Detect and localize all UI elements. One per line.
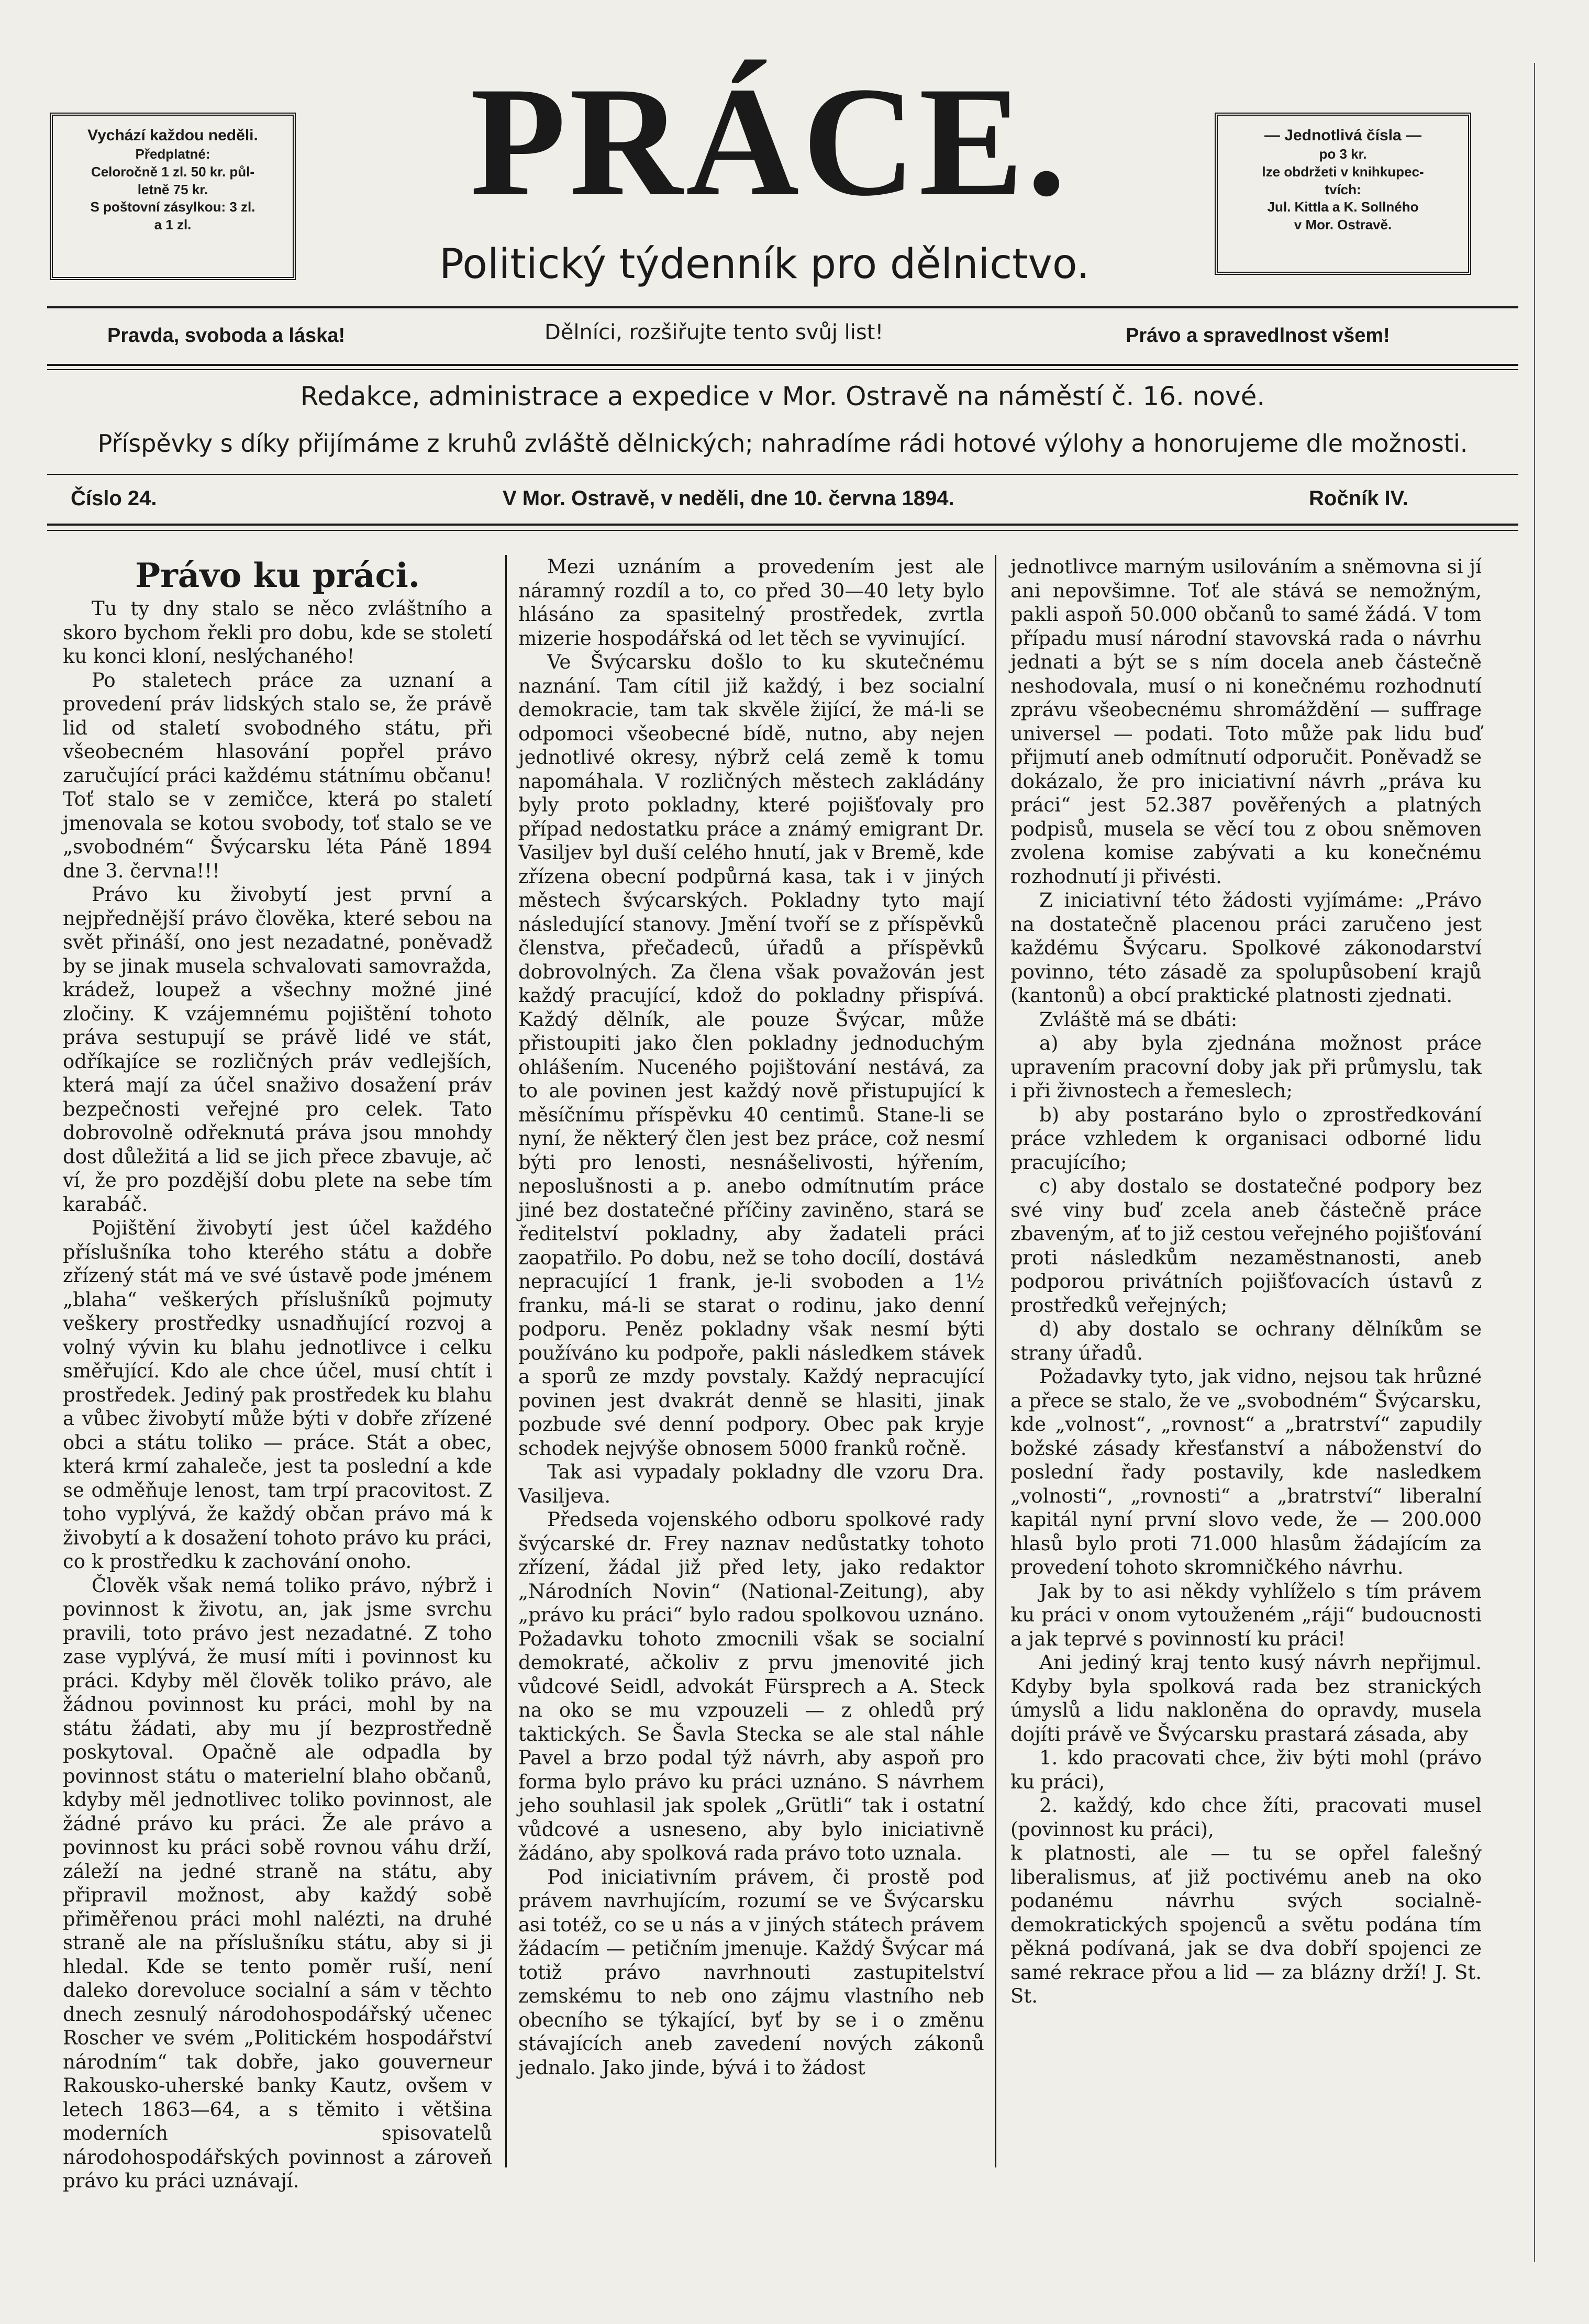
paragraph: Pojištění živobytí jest účel každého příslušníka toho kterého státu a dobře zřízený stát má ve své ústavě pode jménem „blaha“ veškerých příslušníků pojmuty veškery prostředky usnadňující rozvoj a volný vývin ku blahu jednotlivce i celku směřující. Kdo ale chce účel, musí chtít i prostředek. Jediný pak prostředek ku blahu a vůbec živobytí může býti v dobře zřízené obci a státu toliko — práce. Stát a obec, která krmí zahaleče, jest ta poslední a kde se odměňuje lenost, tam trpí pracovitost. Z toho vyplývá, že každý občan právo má k živobytí a k dosažení tohoto právo ku práci, co k prostředku k zachování onoho.: [63, 1217, 492, 1573]
column-divider: [505, 555, 507, 2167]
address-line: Redakce, administrace a expedice v Mor. Ostravě na náměstí č. 16. nové.: [300, 381, 1265, 412]
paragraph: b) aby postaráno bylo o zprostředkování práce vzhledem k organisaci odborné lidu pracujícího;: [1010, 1103, 1482, 1174]
paragraph: Ani jediný kraj tento kusý návrh nepřijmul. Kdyby byla spolková rada bez stranických úmyslů a lidu nakloněna do opravdy, musela dojíti právě ve Švýcarsku prastará zásada, aby: [1010, 1651, 1482, 1745]
subscription-line: S poštovní zásylkou: 3 zl.: [90, 199, 255, 215]
subscription-line: letně 75 kr.: [137, 181, 208, 197]
single-copy-line: Jul. Kittla a K. Sollného: [1267, 199, 1419, 215]
paragraph: Pod iniciativním právem, či prostě pod právem navrhujícím, rozumí se ve Švýcarsku asi totéž, co se u nás a v jiných státech právem žádacím — petičním jmenuje. Každý Švýcar má totiž právo navrhnouti zastupitelství zemskému to neb ono zájmu vlastního neb obecního se týkající, byť by se i o změnu stávajících aneb zavedení nových zákonů jednalo. Jako jinde, bývá i to žádost: [518, 1865, 984, 2079]
paragraph: Po staletech práce za uznaní a provedení práv lidských stalo se, že právě lid od staletí svobodného státu, při všeobecném hlasování popřel právo zaručující práci každému státnímu občanu! Toť stalo se v zemičce, která po staletí jmenovala se kotou svobody, toť stalo se ve „svobodném“ Švýcarsku léta Páně 1894 dne 3. června!!!: [63, 669, 492, 882]
article-column-2: [518, 555, 984, 2080]
contributions-line: Příspěvky s díky přijímáme z kruhů zvláště dělnických; nahradíme rádi hotové výlohy a honorujeme dle možnosti.: [97, 429, 1468, 458]
paragraph: Zvláště má se dbáti:: [1039, 1008, 1238, 1031]
single-copy-box: [1215, 113, 1471, 275]
paragraph: Tu ty dny stalo se něco zvláštního a skoro bychom řekli pro dobu, kde se století ku konci kloní, neslýchaného!: [63, 597, 492, 668]
masthead-subtitle: Politický týdenník pro dělnictvo.: [439, 241, 1090, 288]
paragraph: Jak by to asi někdy vyhlíželo s tím právem ku práci v onom vytouženém „ráji“ budoucnosti a jak teprvé s povinností ku práci!: [1010, 1580, 1482, 1650]
issue-rule: [47, 524, 1518, 526]
subscription-box: [50, 113, 296, 280]
single-copy-line: — Jednotlivá čísla —: [1264, 127, 1422, 144]
single-copy-line: lze obdržeti v knihkupec-: [1262, 163, 1424, 180]
subscription-line: a 1 zl.: [154, 217, 192, 233]
paragraph: jednotlivce marným usilováním a sněmovna si jí ani nepovšimne. Toť ale stává se nemožným, pakli aspoň 50.000 občanů to samé žádá. V tom případu musí národní stavovská rada o návrhu jednati a být se s ním docela aneb částečně neshodovala, musí o ni konečnému rozhodnutí zprávu všeobecnému shromáždění — suffrage universel — podati. Toto může pak lidu buď přijmutí aneb odmítnutí odporučit. Poněvadž se dokázalo, že pro iniciativní návrh „práva ku práci“ jest 52.387 pověřených a platných podpisů, musela se věcí tou z obou sněmoven zvolena komise zabývati a ku konečnému rozhodnutí ji přivésti.: [1010, 555, 1482, 888]
paragraph: Požadavky tyto, jak vidno, nejsou tak hrůzné a přece se stalo, že ve „svobodném“ Švýcarsku, kde „volnost“, „rovnost“ a „bratrství“ zapudily božské zásady křesťanství a náboženství do poslední řady postavily, kde nasledkem „volnosti“, „rovnosti“ a „bratrství“ liberalní kapitál nyní první slovo vede, že — 200.000 hlasů bylo proti 71.000 hlasům žádajícím za provedení tohoto skromničkého návrhu.: [1010, 1365, 1482, 1578]
paragraph: Mezi uznáním a provedením jest ale náramný rozdíl a to, co před 30—40 lety bylo hlásáno za spasitelný prostředek, zvrtla mizerie hospodářská od let těch se vyvinující.: [518, 555, 984, 650]
masthead-title: PRÁCE.: [470, 54, 1070, 228]
column-divider: [995, 555, 996, 2167]
issue-rule-thin: [47, 530, 1518, 531]
slogan-right: Právo a spravedlnost všem!: [1126, 325, 1390, 347]
paragraph: c) aby dostalo se dostatečné podpory bez své viny buď zcela aneb částečně práce zbaveným, ať to již cestou veřejného pojišťování proti následkům nezaměstnanosti, aneb podporou privátních pojišťovacích ústavů z prostředků veřejných;: [1010, 1175, 1482, 1317]
paragraph: Předseda vojenského odboru spolkové rady švýcarské dr. Frey naznav nedůstatky tohoto zřízení, žádal již před lety, jako redaktor „Národních Novin“ (National-Zeitung), aby „právo ku práci“ bylo radou spolkovou uznáno. Požadavku tohoto zmocnili však se socialní demokraté, ačkoliv z prvu jmenovité jich vůdcové Seidl, advokát Fürsprech a A. Steck na oko se mu vzpouzeli — z ohledů prý taktických. Se Šavla Stecka se ale stal náhle Pavel a brzo podal týž návrh, aby aspoň pro forma bylo právo ku práci uznáno. S návrhem jeho souhlasil jak spolek „Grütli“ tak i ostatní vůdcové a usneseno, aby bylo iniciativně žádáno, aby spolková rada právo toto uznala.: [518, 1508, 984, 1864]
issue-volume: Ročník IV.: [1309, 487, 1408, 510]
article-headline: Právo ku práci.: [135, 556, 420, 595]
article-column-1: [63, 555, 492, 2193]
paragraph: Člověk však nemá toliko právo, nýbrž i povinnost k životu, an, jak jsme svrchu pravili, toto právo jest nezadatné. Z toho zase vyplývá, že musí míti i povinnost ku práci. Kdyby měl člověk toliko právo, ale žádnou povinnost ku práci, mohl by na státu žádati, aby mu jí bezprostředně poskytoval. Opačně ale odpadla by povinnost státu o materielní blaho občanů, kdyby měl jednotlivec toliko povinnost, ale žádné právo ku práci. Že ale právo a povinnost ku práci sobě rovnou váhu drží, záleží na jedné straně na státu, aby připravil možnost, aby každý sobě přiměřenou práci mohl nalézti, na druhé straně ale na příslušníku státu, aby si ji hledal. Kde se tento poměr ruší, není daleko dorevoluce socialní a sám v těchto dnech zesnulý národohospodářský učenec Roscher ve svém „Politickém hospodářství národním“ tak dobře, jako gouverneur Rakousko-uherské banky Kautz, ovšem v letech 1863—64, a s těmito i většina moderních spisovatelů národohospodářských povinnost a zároveň právo ku práci uznávají.: [63, 1574, 492, 2192]
single-copy-line: v Mor. Ostravě.: [1294, 217, 1392, 233]
slogan-rule: [47, 364, 1518, 366]
paragraph: Z iniciativní této žádosti vyjímáme: „Právo na dostatečně placenou práci zaručeno jest každému Švýcaru. Spolkové zákonodarství povinno, této zásadě za spolupůsobení krajů (kantonů) a obcí praktické platnosti zjednati.: [1010, 889, 1482, 1007]
subscription-line: Vychází každou neděli.: [87, 127, 258, 144]
header-rule: [47, 306, 1518, 308]
paragraph: a) aby byla zjednána možnost práce upravením pracovní doby jak při průmyslu, tak i při živnostech a řemeslech;: [1010, 1032, 1482, 1102]
subscription-line: Celoročně 1 zl. 50 kr. půl-: [91, 163, 255, 180]
page-edge: [1534, 63, 1572, 2262]
single-copy-line: tvích:: [1325, 181, 1361, 197]
article-column-3: [1010, 555, 1482, 2008]
single-copy-line: po 3 kr.: [1319, 146, 1367, 162]
slogan-rule-thin: [47, 369, 1518, 370]
paragraph: Tak asi vypadaly pokladny dle vzoru Dra. Vasiljeva.: [518, 1461, 984, 1507]
slogan-left: Pravda, svoboda a láska!: [107, 325, 346, 347]
slogan-center: Dělníci, rozšiřujte tento svůj list!: [545, 320, 884, 344]
paragraph: k platnosti, ale — tu se opřel falešný liberalismus, ať již poctivému aneb na oko podanému návrhu svých socialně-demokratických spojenců a světu podána tím pěkná podívaná, jak se dva dobří spojenci ze samé rekrace přou a lid — za blázny drží! J. St. St.: [1010, 1842, 1482, 2007]
issue-rule-top: [47, 474, 1518, 475]
paragraph: Právo ku živobytí jest první a nejpřednější právo člověka, které sebou na svět přináší, ono jest nezadatné, poněvadž by se jinak musela schvalovati samovražda, krádež, loupež a všechny možné jiné zločiny. K vzájemnému pojištění tohoto práva sestupují se právě lidé ve stát, odříkajíce se rozličných práv vedlejších, která mají za účel snaživo dosažení práv bezpečnosti veřejné pro celek. Tato dobrovolně odřeknutá práva jsou mnohdy dost důležitá a lid se jich přece zbavuje, ač ví, že pro pozdější dobu plete na sebe tím karabáč.: [63, 883, 492, 1216]
issue-number: Číslo 24.: [71, 487, 157, 510]
subscription-line: Předplatné:: [135, 146, 210, 162]
paragraph: Ve Švýcarsku došlo to ku skutečnému naznání. Tam cítil již každý, i bez socialní demokracie, tam tak skvěle žijící, že má-li se odpomoci všeobecné bídě, nutno, aby nejen jednotlivé okresy, nýbrž celá země k tomu napomáhala. V rozličných městech zakládány byly proto pokladny, které pojišťovaly pro případ nedostatku práce a známý emigrant Dr. Vasiljev byl duší celého hnutí, jak v Bremě, kde zřízena obecní podpůrná kasa, tak i v jiných městech švýcarských. Pokladny tyto mají následující stanovy. Jmění tvoří se z příspěvků členstva, přečadeců, úřadů a příspěvků dobrovolných. Za člena však považován jest každý pracující, kdož do pokladny přispívá. Každý dělník, ale pouze Švýcar, může přistoupiti jako člen pokladny jednoduchým ohlášením. Nuceného pojištování nestává, za to ale povinen jest každý nově přistupující k měsíčnímu příspěvku 40 centimů. Stane-li se nyní, že některý člen jest bez práce, což nesmí býti pro lenosti, nesnášelivosti, hýřením, neposlušnosti a p. anebo odmítnutím práce jiné bez dostatečné příčiny zaviněno, stará se ředitelství pokladny, aby žadateli práci zaopatřilo. Po dobu, než se toho docílí, dostává nepracující 1 frank, je-li svoboden a 1½ franku, má-li se starat o rodinu, jako denní podporu. Peněz pokladny však nesmí býti používáno ku podpoře, pakli následkem stávek a sporů ze mzdy povstaly. Každý nepracující povinen jest dvakrát denně se hlasiti, jinak pozbude své denní podpory. Obec pak kryje schodek nejvýše obnosem 5000 franků ročně.: [518, 651, 984, 1460]
paragraph: 1. kdo pracovati chce, živ býti mohl (právo ku práci),: [1010, 1747, 1482, 1793]
paragraph: d) aby dostalo se ochrany dělníkům se strany úřadů.: [1010, 1318, 1482, 1364]
issue-dateline: V Mor. Ostravě, v neděli, dne 10. června 1894.: [503, 487, 954, 510]
paragraph: 2. každý, kdo chce žíti, pracovati musel (povinnost ku práci),: [1010, 1794, 1482, 1841]
